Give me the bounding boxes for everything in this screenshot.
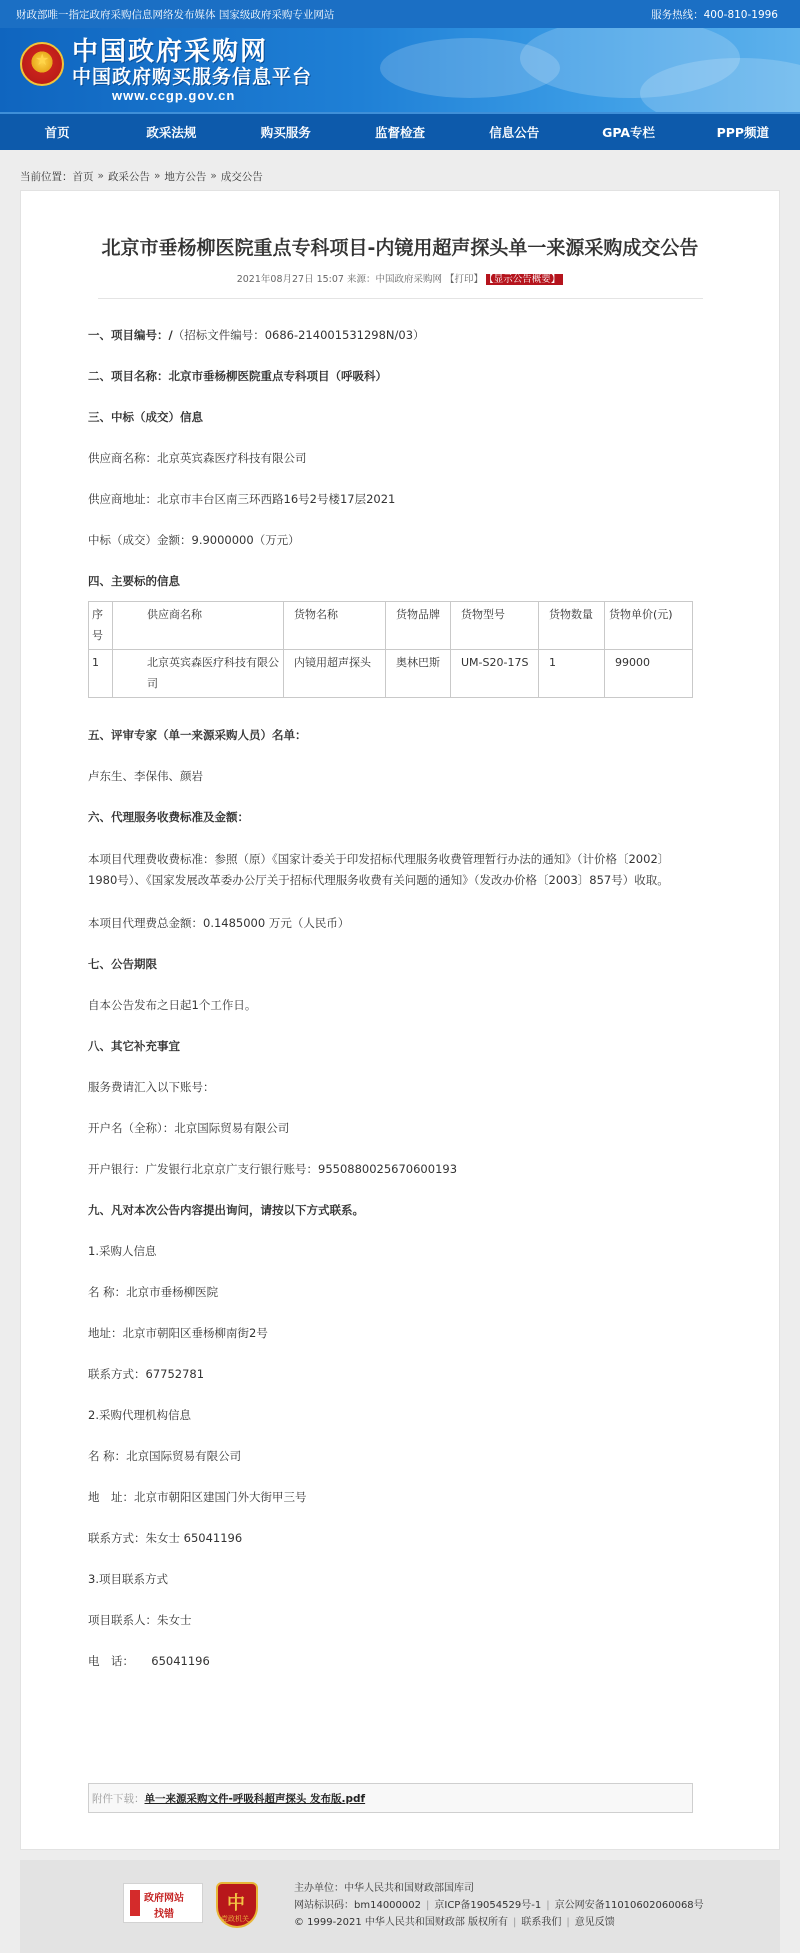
breadcrumb-local[interactable]: 地方公告 [164,170,207,183]
breadcrumb-separator: » [97,170,104,182]
goods-table [88,601,693,698]
police-record-link[interactable]: 京公网安备11010602060068号 [554,1900,704,1911]
payment-intro: 服务费请汇入以下账号： [88,1080,215,1094]
site-subname: 中国政府购买服务信息平台 [72,66,313,88]
table-header-cell: 货物名称 [284,602,386,650]
project-contact-heading: 3.项目联系方式 [88,1572,168,1586]
breadcrumb-home[interactable]: 首页 [72,170,94,183]
table-cell: 1 [539,650,605,698]
article-title: 北京市垂杨柳医院重点专科项目-内镜用超声探头单一来源采购成交公告 [101,237,699,259]
announcement-period: 自本公告发布之日起1个工作日。 [88,998,257,1012]
nav-announcements[interactable]: 信息公告 [489,125,540,140]
article-meta [21,273,779,287]
breadcrumb-deal[interactable]: 成交公告 [220,170,263,183]
breadcrumb-separator: » [210,170,217,182]
nav-gpa[interactable]: GPA专栏 [602,125,656,140]
project-contact-phone: 电 话： 65041196 [88,1654,210,1668]
table-row [89,650,693,698]
fee-standard: 本项目代理费收费标准：参照（原）《国家计委关于印发招标代理服务收费管理暂行办法的通知》（计价格〔2002〕1980号）、《国家发展改革委办公厅关于招标代理服务收费有关问题的通知》（发改办价格〔2003〕857号）收取。 [88,852,670,887]
account-bank: 开户银行：广发银行北京京广支行银行账号：9550880025670600193 [88,1162,458,1176]
table-cell: 99000 [605,650,693,698]
account-name: 开户名（全称）：北京国际贸易有限公司 [88,1121,290,1135]
table-cell: 北京英宾森医疗科技有限公司 [113,650,284,698]
section-main-items: 四、主要标的信息 [88,574,180,588]
table-header-cell: 供应商名称 [113,602,284,650]
footer-copyright: © 1999-2021 中华人民共和国财政部 版权所有 | 联系我们 | 意见反馈 [294,1917,615,1928]
table-cell: 奥林巴斯 [386,650,451,698]
footer-panel [20,1860,780,1953]
article-meta-text: 2021年08月27日 15:07 来源：中国政府采购网 【打印】 [236,274,484,285]
section-award-info: 三、中标（成交）信息 [88,410,203,424]
table-header-row [89,602,693,650]
site-url: www.ccgp.gov.cn [112,88,236,103]
site-name: 中国政府采购网 [72,37,269,67]
purchaser-phone: 联系方式：67752781 [88,1367,205,1381]
table-cell: 内镜用超声探头 [284,650,386,698]
section-experts: 五、评审专家（单一来源采购人员）名单： [88,728,307,742]
purchaser-name: 名 称：北京市垂杨柳医院 [88,1285,219,1299]
party-gov-org-badge[interactable]: 中 党政机关 [216,1882,258,1928]
main-nav [0,112,800,150]
attachment-label: 附件下载： [92,1792,145,1805]
nav-regulations[interactable]: 政采法规 [146,125,197,140]
nav-home[interactable]: 首页 [44,125,70,140]
footer [0,1860,800,1953]
section-contact: 九、凡对本次公告内容提出询问，请按以下方式联系。 [88,1203,364,1217]
service-hotline: 服务热线：400-810-1996 [651,8,778,21]
fee-total: 本项目代理费总金额：0.1485000 万元（人民币） [88,916,350,930]
footer-registration: 网站标识码：bm14000002 | 京ICP备19054529号-1 | 京公网安备11010602060068号 [294,1900,704,1911]
nav-purchase-services[interactable]: 购买服务 [260,125,311,140]
top-bar [0,0,800,28]
gov-site-error-report-badge[interactable]: 政府网站 找错 [123,1883,203,1923]
flag-icon [130,1890,140,1916]
project-name: 二、项目名称：北京市垂杨柳医院重点专科项目（呼吸科） [88,369,387,383]
section-agency-fee: 六、代理服务收费标准及金额： [88,810,249,824]
award-amount: 中标（成交）金额：9.9000000（万元） [88,533,300,547]
title-divider [98,298,703,299]
breadcrumb [0,160,800,192]
nav-supervision[interactable]: 监督检查 [374,125,425,140]
contact-us-link[interactable]: 联系我们 [521,1917,562,1928]
footer-info [294,1880,704,1931]
site-logo[interactable] [72,38,312,104]
table-cell: UM-S20-17S [451,650,539,698]
footer-host: 主办单位：中华人民共和国财政部国库司 [294,1883,474,1894]
attachment-download-link[interactable]: 单一来源采购文件-呼吸科超声探头 发布版.pdf [144,1792,366,1805]
agency-heading: 2.采购代理机构信息 [88,1408,191,1422]
breadcrumb-announcements[interactable]: 政采公告 [107,170,150,183]
supplier-address: 供应商地址：北京市丰台区南三环西路16号2号楼17层2021 [88,492,396,506]
section-period: 七、公告期限 [88,957,157,971]
table-header-cell: 序号 [89,602,113,650]
nav-ppp[interactable]: PPP频道 [716,125,770,140]
supplier-name: 供应商名称：北京英宾森医疗科技有限公司 [88,451,307,465]
project-number: 一、项目编号：/（招标文件编号：0686-214001531298N/03） [88,328,425,342]
icp-link[interactable]: 京ICP备19054529号-1 [434,1900,542,1911]
breadcrumb-prefix: 当前位置： [20,170,73,183]
table-header-cell: 货物单价(元) [605,602,693,650]
agency-name: 名 称：北京国际贸易有限公司 [88,1449,242,1463]
site-banner [0,28,800,112]
attachment-box [88,1783,693,1813]
table-header-cell: 货物品牌 [386,602,451,650]
feedback-link[interactable]: 意见反馈 [574,1917,615,1928]
agency-address: 地 址：北京市朝阳区建国门外大街甲三号 [88,1490,307,1504]
purchaser-address: 地址：北京市朝阳区垂杨柳南街2号 [88,1326,268,1340]
show-summary-button[interactable]: 【显示公告概要】 [486,274,563,285]
top-slogan: 财政部唯一指定政府采购信息网络发布媒体 国家级政府采购专业网站 [16,8,335,21]
breadcrumb-separator: » [153,170,161,182]
expert-list: 卢东生、李保伟、颜岩 [88,769,203,783]
purchaser-heading: 1.采购人信息 [88,1244,157,1258]
article-body [88,326,693,1693]
national-emblem-icon[interactable]: ★ [20,42,64,86]
section-supplementary: 八、其它补充事宜 [88,1039,180,1053]
table-header-cell: 货物数量 [539,602,605,650]
table-cell: 1 [89,650,113,698]
table-header-cell: 货物型号 [451,602,539,650]
agency-phone: 联系方式：朱女士 65041196 [88,1531,243,1545]
project-contact-person: 项目联系人：朱女士 [88,1613,192,1627]
